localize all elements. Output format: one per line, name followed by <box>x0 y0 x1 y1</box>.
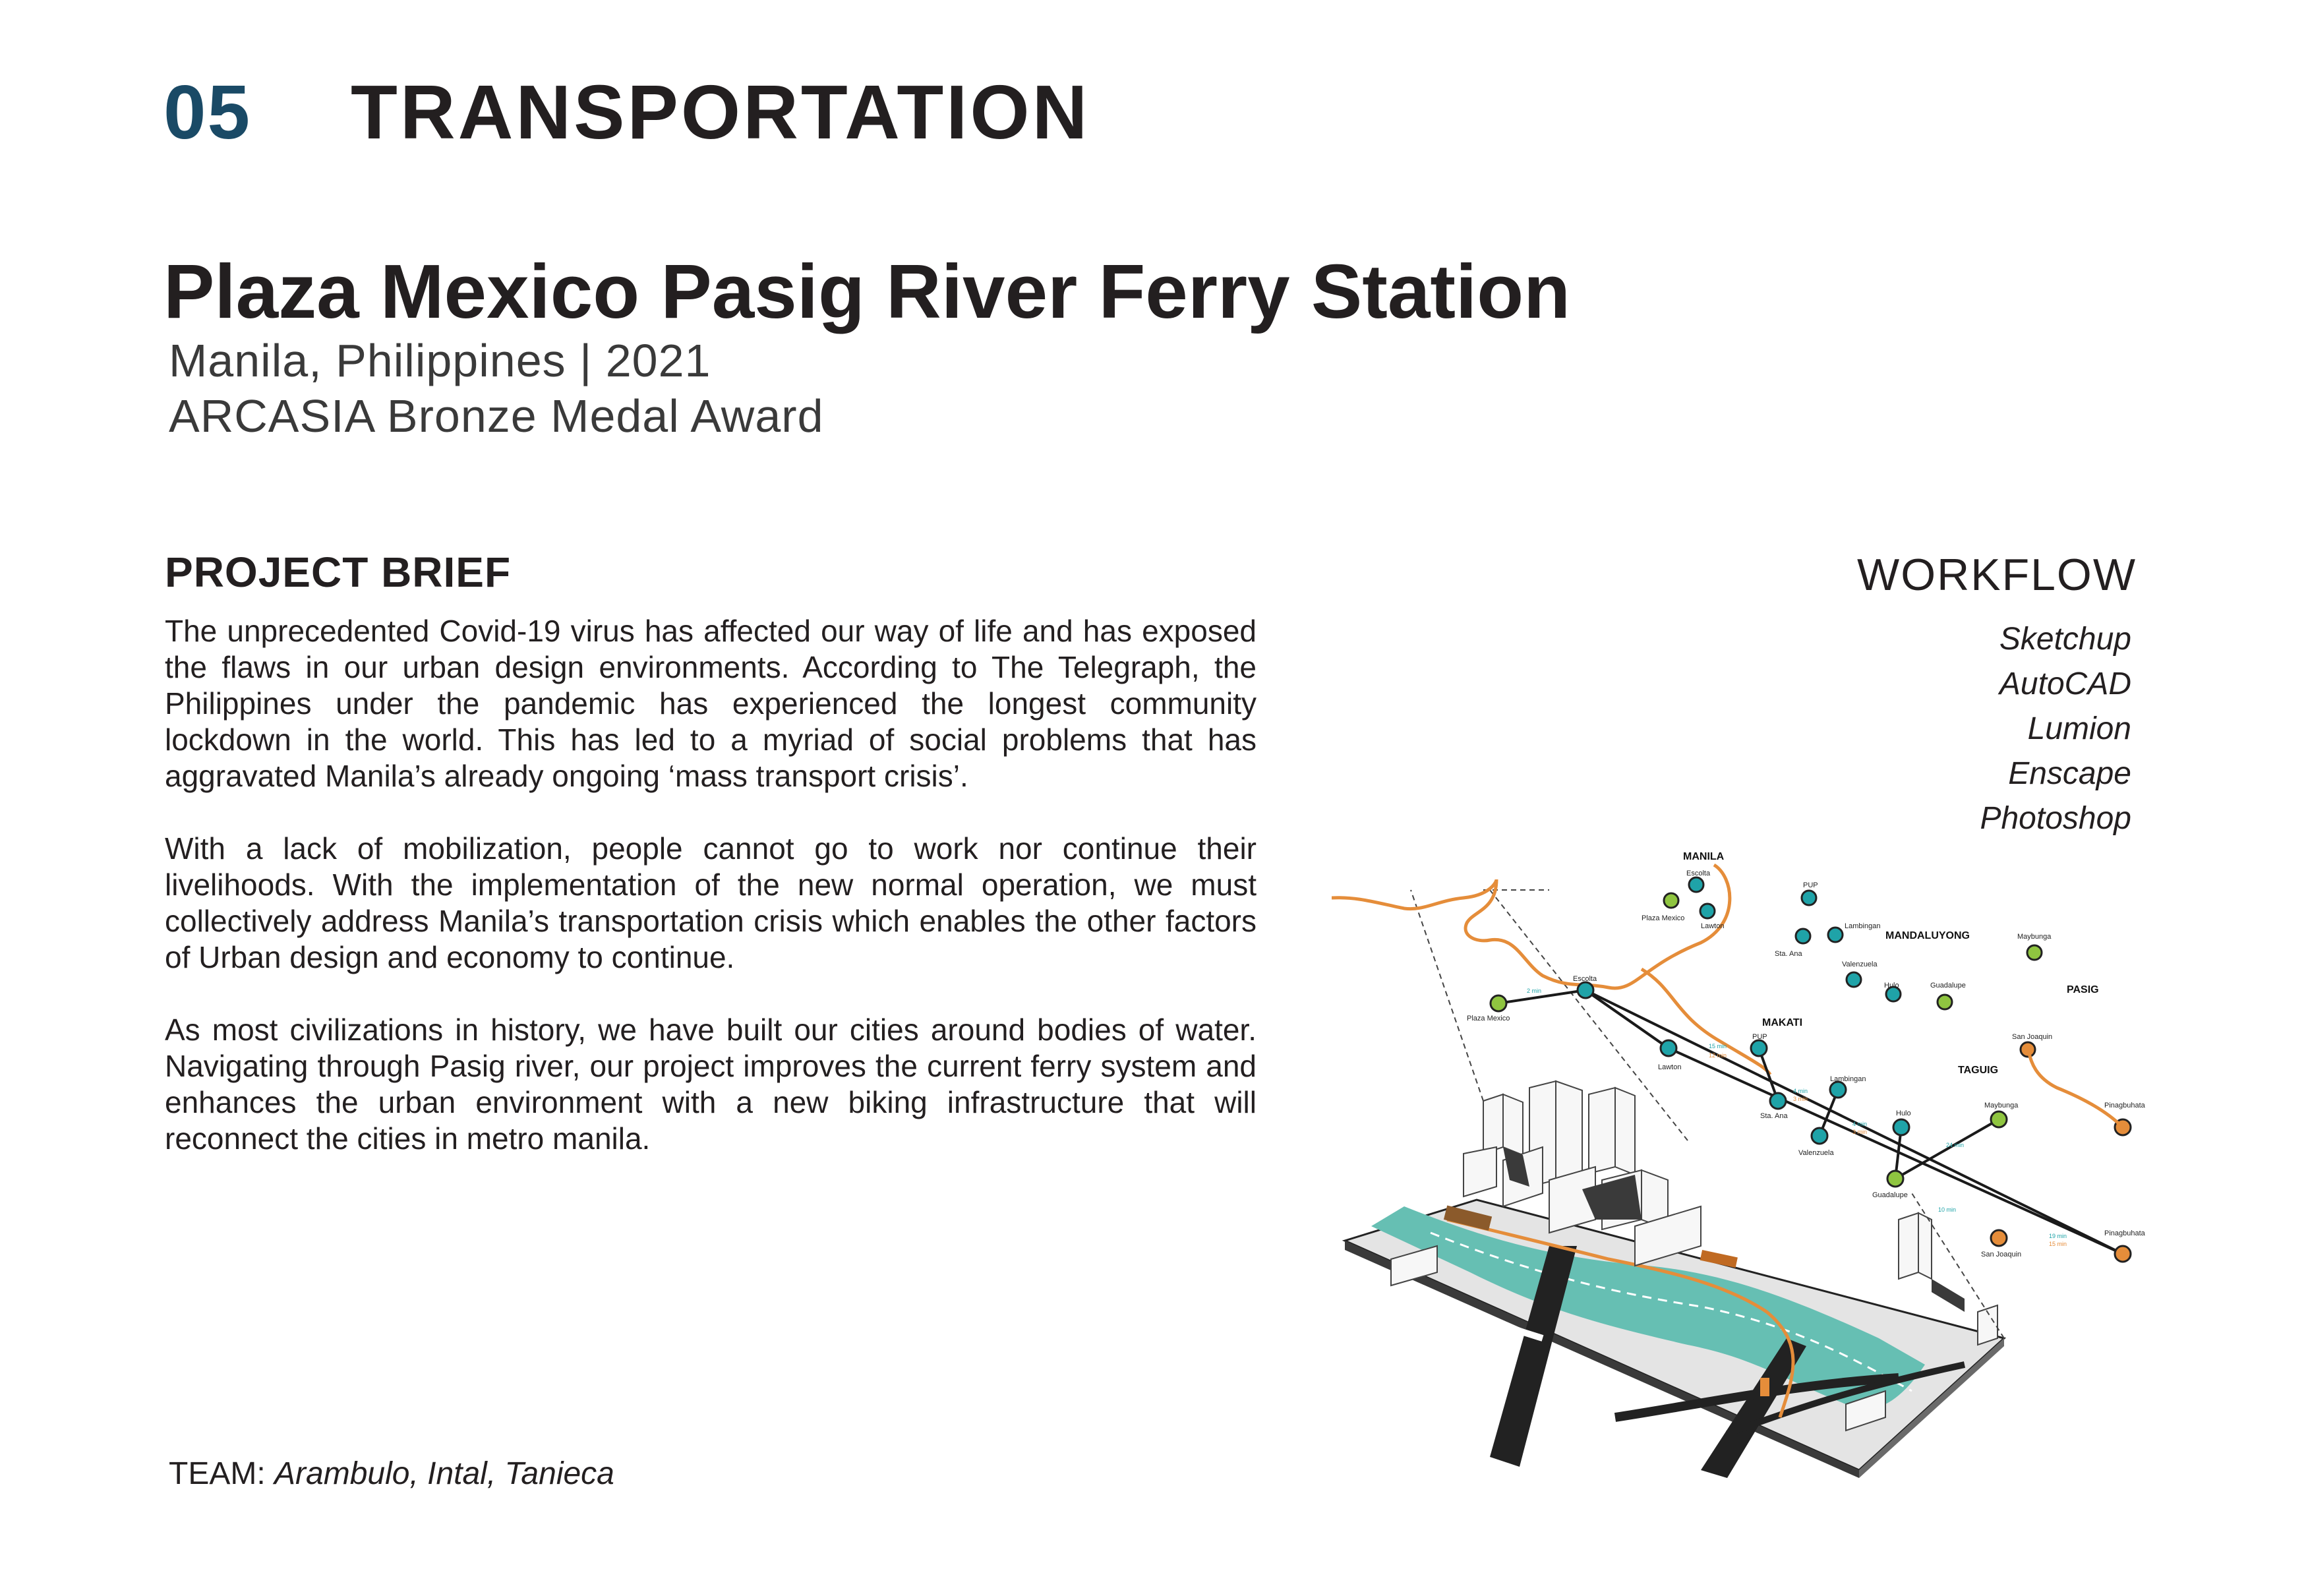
workflow-tool: Sketchup <box>1999 622 2131 657</box>
station-label: San Joaquin <box>1981 1251 2022 1258</box>
station-node <box>1802 891 1816 905</box>
brief-paragraph: As most civilizations in history, we have built our cities around bodies of water. Navigating through Pasig river, our project improves the current ferry system and enhances the urban environment with a new biking infrastructure that will reconnect the cities in metro manila. <box>165 1013 1257 1156</box>
station-node <box>1812 1128 1827 1144</box>
station-label: Lawton <box>1701 922 1725 930</box>
station-label: Pinagbuhata <box>2104 1102 2145 1109</box>
station-label: Pinagbuhata <box>2104 1229 2145 1237</box>
station-node <box>1664 893 1678 908</box>
travel-time-label: 19 min <box>2049 1233 2067 1239</box>
travel-time-label: 12 min <box>1709 1052 1727 1059</box>
district-label: MANDALUYONG <box>1885 930 1970 941</box>
station-label: Hulo <box>1884 982 1899 990</box>
station-node <box>1887 1171 1903 1187</box>
station-label: Plaza Mexico <box>1642 914 1685 922</box>
station-node <box>2027 945 2042 960</box>
station-label: Valenzuela <box>1798 1149 1834 1157</box>
travel-time-label: 10 min <box>1938 1206 1957 1213</box>
station-label: Plaza Mexico <box>1467 1015 1510 1022</box>
station-label: PUP <box>1752 1033 1767 1041</box>
station-node <box>1491 995 1506 1011</box>
station-label: Escolta <box>1686 870 1711 877</box>
district-label: PASIG <box>2067 984 2099 995</box>
station-node <box>1991 1230 2007 1246</box>
travel-time-label: 2 min <box>1527 988 1542 994</box>
team-label: TEAM: <box>169 1456 266 1491</box>
station-label: Valenzuela <box>1842 961 1878 968</box>
travel-time-label: 4 min <box>1793 1088 1808 1094</box>
station-node <box>1828 928 1843 942</box>
station-node <box>1751 1040 1767 1056</box>
team-names: Arambulo, Intal, Tanieca <box>274 1456 614 1491</box>
station-node <box>1770 1093 1786 1109</box>
station-label: Escolta <box>1573 975 1597 983</box>
route-map <box>1332 851 2099 1076</box>
station-node <box>1700 904 1715 918</box>
station-node <box>1578 982 1593 998</box>
station-label: Hulo <box>1896 1109 1911 1117</box>
station-label: Guadalupe <box>1872 1191 1908 1199</box>
section-number: 05 <box>163 69 252 155</box>
project-award: ARCASIA Bronze Medal Award <box>169 390 824 442</box>
station-label: Guadalupe <box>1930 982 1966 990</box>
section-title: TRANSPORTATION <box>351 69 1090 155</box>
project-location-year: Manila, Philippines | 2021 <box>169 335 711 386</box>
station-node <box>1938 995 1952 1009</box>
brief-paragraph: The unprecedented Covid-19 virus has affected our way of life and has exposed the flaws in our urban design environments. According to The Telegraph, the Philippines under the pandemic has experienced the longest community lockdown in the world. This has led to a myriad of social problems that has aggravated Manila’s already ongoing ‘mass transport crisis’. <box>165 614 1257 793</box>
station-node <box>1796 929 1810 943</box>
axonometric-site-model <box>1345 890 2004 1478</box>
station-node <box>2115 1246 2131 1262</box>
workflow-tool: Enscape <box>2008 756 2131 791</box>
workflow-tool: Lumion <box>2027 711 2131 746</box>
station-label: Maybunga <box>2017 933 2052 941</box>
station-label: Maybunga <box>1984 1102 2019 1109</box>
station-node <box>1893 1119 1909 1135</box>
river-route <box>1332 865 1730 988</box>
travel-time-label: 24 min <box>1946 1142 1965 1148</box>
project-title: Plaza Mexico Pasig River Ferry Station <box>163 249 1570 334</box>
project-brief-heading: PROJECT BRIEF <box>165 548 512 596</box>
project-brief-body <box>165 613 1257 1193</box>
workflow-tool-list <box>1980 617 2131 841</box>
station-node <box>1830 1082 1846 1098</box>
district-label: MAKATI <box>1762 1017 1803 1028</box>
travel-time-label: 3 min <box>1852 1129 1868 1135</box>
district-label: MANILA <box>1683 851 1725 862</box>
station-node <box>1661 1040 1676 1056</box>
workflow-tool: AutoCAD <box>1999 666 2131 701</box>
transport-diagram <box>1332 837 2162 1493</box>
travel-time-label: 15 min <box>1709 1043 1727 1049</box>
travel-time-label: 4 min <box>1852 1121 1868 1127</box>
station-node <box>1991 1111 2007 1127</box>
station-label: Lambingan <box>1830 1075 1866 1083</box>
station-label: Lambingan <box>1845 922 1881 930</box>
brief-paragraph: With a lack of mobilization, people cannot go to work nor continue their livelihoods. With the implementation of the new normal operation, we must collectively address Manila’s transportation crisis which enables the other factors of Urban design and economy to continue. <box>165 831 1257 974</box>
workflow-heading: WORKFLOW <box>1857 550 2137 600</box>
station-label: San Joaquin <box>2012 1033 2053 1041</box>
station-label: Sta. Ana <box>1760 1112 1788 1120</box>
travel-time-label: 3 min <box>1793 1096 1808 1102</box>
workflow-tool: Photoshop <box>1980 801 2131 836</box>
station-node <box>1689 877 1703 892</box>
travel-time-label: 15 min <box>2049 1241 2067 1247</box>
station-node <box>1847 972 1861 987</box>
district-label: TAGUIG <box>1958 1065 1999 1076</box>
station-label: PUP <box>1803 881 1818 889</box>
team-credit <box>169 1458 614 1490</box>
station-label: Lawton <box>1658 1063 1682 1071</box>
station-label: Sta. Ana <box>1775 950 1802 958</box>
